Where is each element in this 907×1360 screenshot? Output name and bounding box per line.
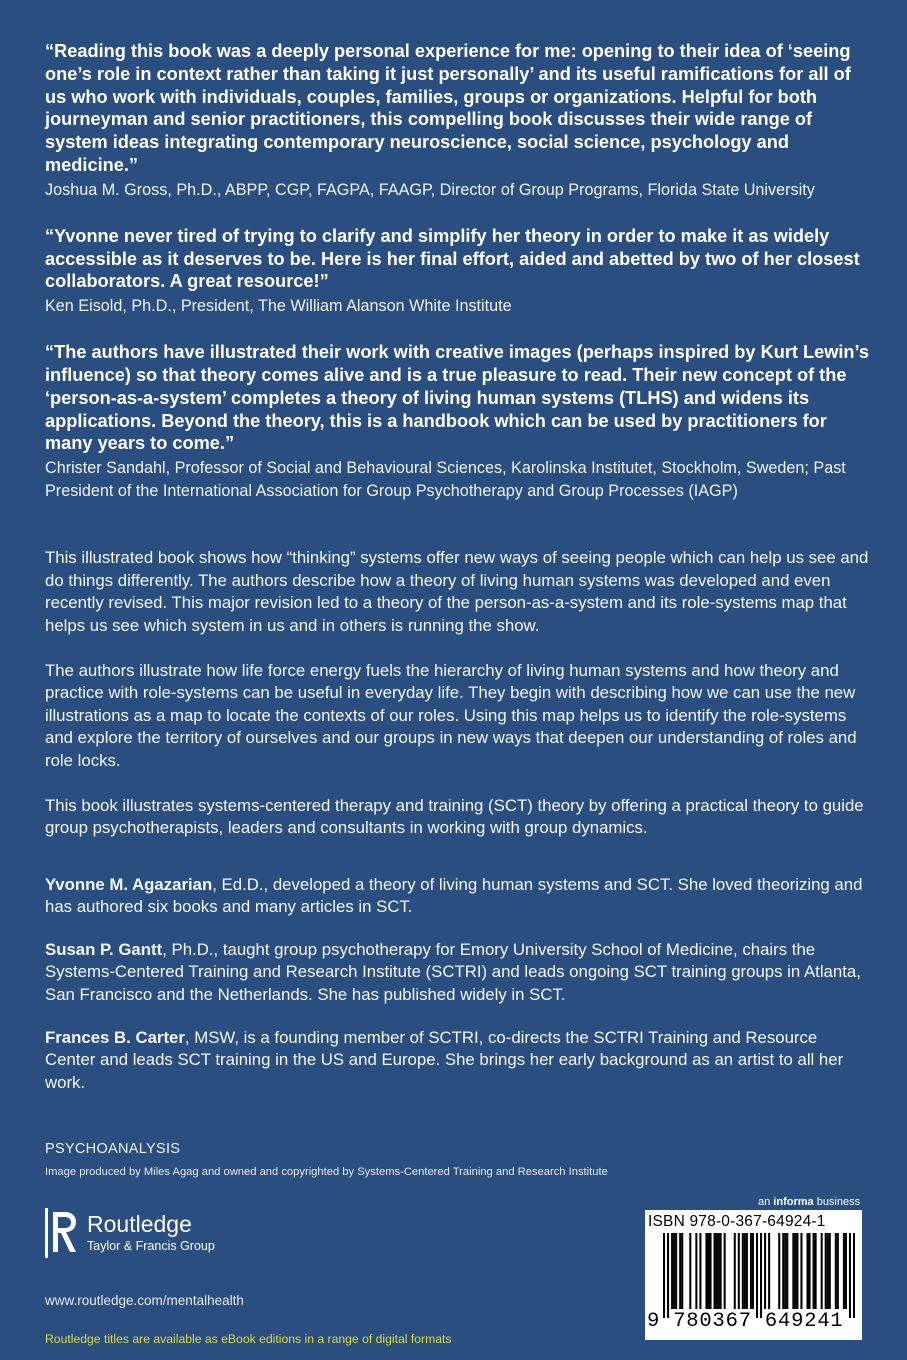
barcode-bar <box>827 1233 829 1309</box>
description-paragraph-3 <box>45 795 870 840</box>
barcode-bar <box>709 1233 711 1309</box>
barcode-bar <box>720 1233 722 1309</box>
quote-block-3 <box>45 341 870 503</box>
barcode-digits: 9 780367 649241 <box>647 1310 844 1333</box>
barcode-bar <box>699 1233 701 1309</box>
author-name: Frances B. Carter <box>45 1027 185 1047</box>
description-text: This illustrated book shows how “thinking” systems offer new ways of seeing people which can help us see and do things differently. The authors describe how a theory of living human systems was developed and even recently revised. This major revision led to a theory of the person-as-a-system and its role-systems map that helps us see which system in us and in others is running the show. <box>45 548 869 635</box>
barcode-bar <box>714 1233 716 1309</box>
barcode-bar <box>768 1233 770 1309</box>
barcode-bar <box>829 1233 831 1309</box>
barcode-bar <box>689 1233 691 1309</box>
barcode-bar <box>671 1233 673 1309</box>
ebook-note: Routledge titles are available as eBook editions in a range of digital formats <box>45 1332 452 1346</box>
barcode-bar <box>849 1233 851 1318</box>
quote-text: “Yvonne never tired of trying to clarify and simplify her theory in order to make it as widely accessible as it deserves to be. Here is her final effort, aided and abetted by two of her closest collaborators. A great resource!” <box>45 225 860 292</box>
publisher-url[interactable]: www.routledge.com/mentalhealth <box>45 1293 244 1308</box>
barcode-bar <box>764 1233 766 1309</box>
barcode-bar <box>667 1233 669 1318</box>
barcode-bar <box>792 1233 794 1309</box>
barcode-bar <box>782 1233 784 1309</box>
quote-block-2 <box>45 225 870 318</box>
publisher-logo <box>45 1208 245 1262</box>
barcode-bar <box>695 1233 697 1309</box>
barcode-bar <box>778 1233 780 1309</box>
barcode-bar <box>663 1233 665 1318</box>
barcode-bar <box>673 1233 675 1309</box>
author-bio-text: , MSW, is a founding member of SCTRI, co-directs the SCTRI Training and Resource Center and leads SCT training in the US and Europe. She brings her early background as an artist to all her work. <box>45 1027 844 1092</box>
author-name: Susan P. Gantt <box>45 939 163 959</box>
barcode-bar <box>738 1233 740 1309</box>
barcode-bar <box>718 1233 720 1309</box>
barcode-bar <box>837 1233 839 1309</box>
isbn-label: ISBN 978-0-367-64924-1 <box>648 1213 826 1230</box>
description-paragraph-2 <box>45 660 870 773</box>
barcode-bar <box>784 1233 786 1309</box>
barcode-bar <box>835 1233 837 1309</box>
barcode-bar <box>716 1233 718 1309</box>
barcode-bar <box>679 1233 681 1309</box>
barcode-bar <box>756 1233 758 1318</box>
author-bio-3 <box>45 1027 870 1095</box>
description-text: The authors illustrate how life force energy fuels the hierarchy of living human systems and how theory and practice with role-systems can be useful in everyday life. They begin with describing how we can use the new illustrations as a map to locate the contexts of our roles. Using this map helps us to identify the role-systems and explore the territory of ourselves and our groups in new ways that deepen our understanding of roles and role locks. <box>45 660 857 770</box>
barcode-bar <box>705 1233 707 1309</box>
image-credit: Image produced by Miles Agag and owned and copyrighted by Systems-Centered Training and Research Institute <box>45 1166 608 1178</box>
barcode-bar <box>752 1233 754 1309</box>
barcode-bar <box>681 1233 683 1309</box>
author-bio-text: , Ph.D., taught group psychotherapy for Emory University School of Medicine, chairs the Systems-Centered Training and Research Institute (SCTRI) and leads ongoing SCT training groups in Atlanta, San Francisco and the Netherlands. She has published widely in SCT. <box>45 939 861 1005</box>
barcode-bar <box>796 1233 798 1309</box>
barcode-bar <box>760 1233 762 1318</box>
author-bio-1 <box>45 874 870 919</box>
barcode-bar <box>707 1233 709 1309</box>
barcode-bar <box>734 1233 736 1309</box>
publisher-name: Routledge <box>87 1211 192 1237</box>
barcode-bar <box>750 1233 752 1309</box>
barcode-bars <box>663 1233 855 1318</box>
quote-block-1 <box>45 40 870 202</box>
quote-attribution: Ken Eisold, Ph.D., President, The William Alanson White Institute <box>45 297 512 316</box>
author-bio-2 <box>45 939 870 1007</box>
author-bio-text: , Ed.D., developed a theory of living human systems and SCT. She loved theorizing and has authored six books and many articles in SCT. <box>45 874 863 917</box>
barcode-bar <box>746 1233 748 1309</box>
barcode-bar <box>675 1233 677 1309</box>
barcode-bar <box>806 1233 808 1309</box>
isbn-barcode <box>645 1210 862 1340</box>
quote-text: “Reading this book was a deeply personal experience for me: opening to their idea of ‘seeing one’s role in context rather than taking it just personally’ and its useful ramifications for all of us who work with individuals, couples, families, groups or organizations. Helpful for both journeyman and senior practitioners, this compelling book discusses their wide range of system ideas integrating contemporary neuroscience, social science, psychology and medicine.” <box>45 41 851 175</box>
barcode-bar <box>800 1233 802 1309</box>
informa-tagline <box>758 1196 860 1208</box>
description-text: This book illustrates systems-centered therapy and training (SCT) theory by offering a practical theory to guide group psychotherapists, leaders and consultants in working with group dynamics. <box>45 795 864 838</box>
barcode-bar <box>825 1233 827 1309</box>
barcode-bar <box>821 1233 823 1309</box>
barcode-bar <box>786 1233 788 1309</box>
barcode-bar <box>853 1233 855 1318</box>
barcode-bar <box>724 1233 726 1309</box>
barcode-bar <box>845 1233 847 1309</box>
routledge-r-icon <box>45 1208 79 1258</box>
subject-category: PSYCHOANALYSIS <box>45 1141 181 1157</box>
barcode-bar <box>843 1233 845 1309</box>
informa-suffix: business <box>813 1196 861 1208</box>
description-paragraph-1 <box>45 547 870 637</box>
barcode-bar <box>744 1233 746 1309</box>
quote-text: “The authors have illustrated their work with creative images (perhaps inspired by Kurt Lewin’s influence) so that theory comes alive and is a true pleasure to read. Their new concept of the ‘person-as-a-system’ completes a theory of living human systems (TLHS) and widens its applications. Beyond the theory, this is a handbook which can be used by practitioners for many years to come.” <box>45 342 870 454</box>
barcode-bar <box>815 1233 817 1309</box>
barcode-bar <box>742 1233 744 1309</box>
informa-prefix: an <box>758 1196 774 1208</box>
quote-attribution: Joshua M. Gross, Ph.D., ABPP, CGP, FAGPA, FAAGP, Director of Group Programs, Florida State University <box>45 180 815 199</box>
barcode-bar <box>794 1233 796 1309</box>
barcode-bar <box>813 1233 815 1309</box>
barcode-bar <box>809 1233 811 1309</box>
back-cover-content <box>45 40 870 1114</box>
publisher-group: Taylor & Francis Group <box>87 1239 215 1253</box>
quote-attribution: Christer Sandahl, Professor of Social and Behavioural Sciences, Karolinska Institutet, Stockholm, Sweden; Past President of the International Association for Group Psychotherapy and Group Processes (IAGP) <box>45 459 846 501</box>
informa-brand: informa <box>773 1196 814 1208</box>
author-name: Yvonne M. Agazarian <box>45 874 213 894</box>
